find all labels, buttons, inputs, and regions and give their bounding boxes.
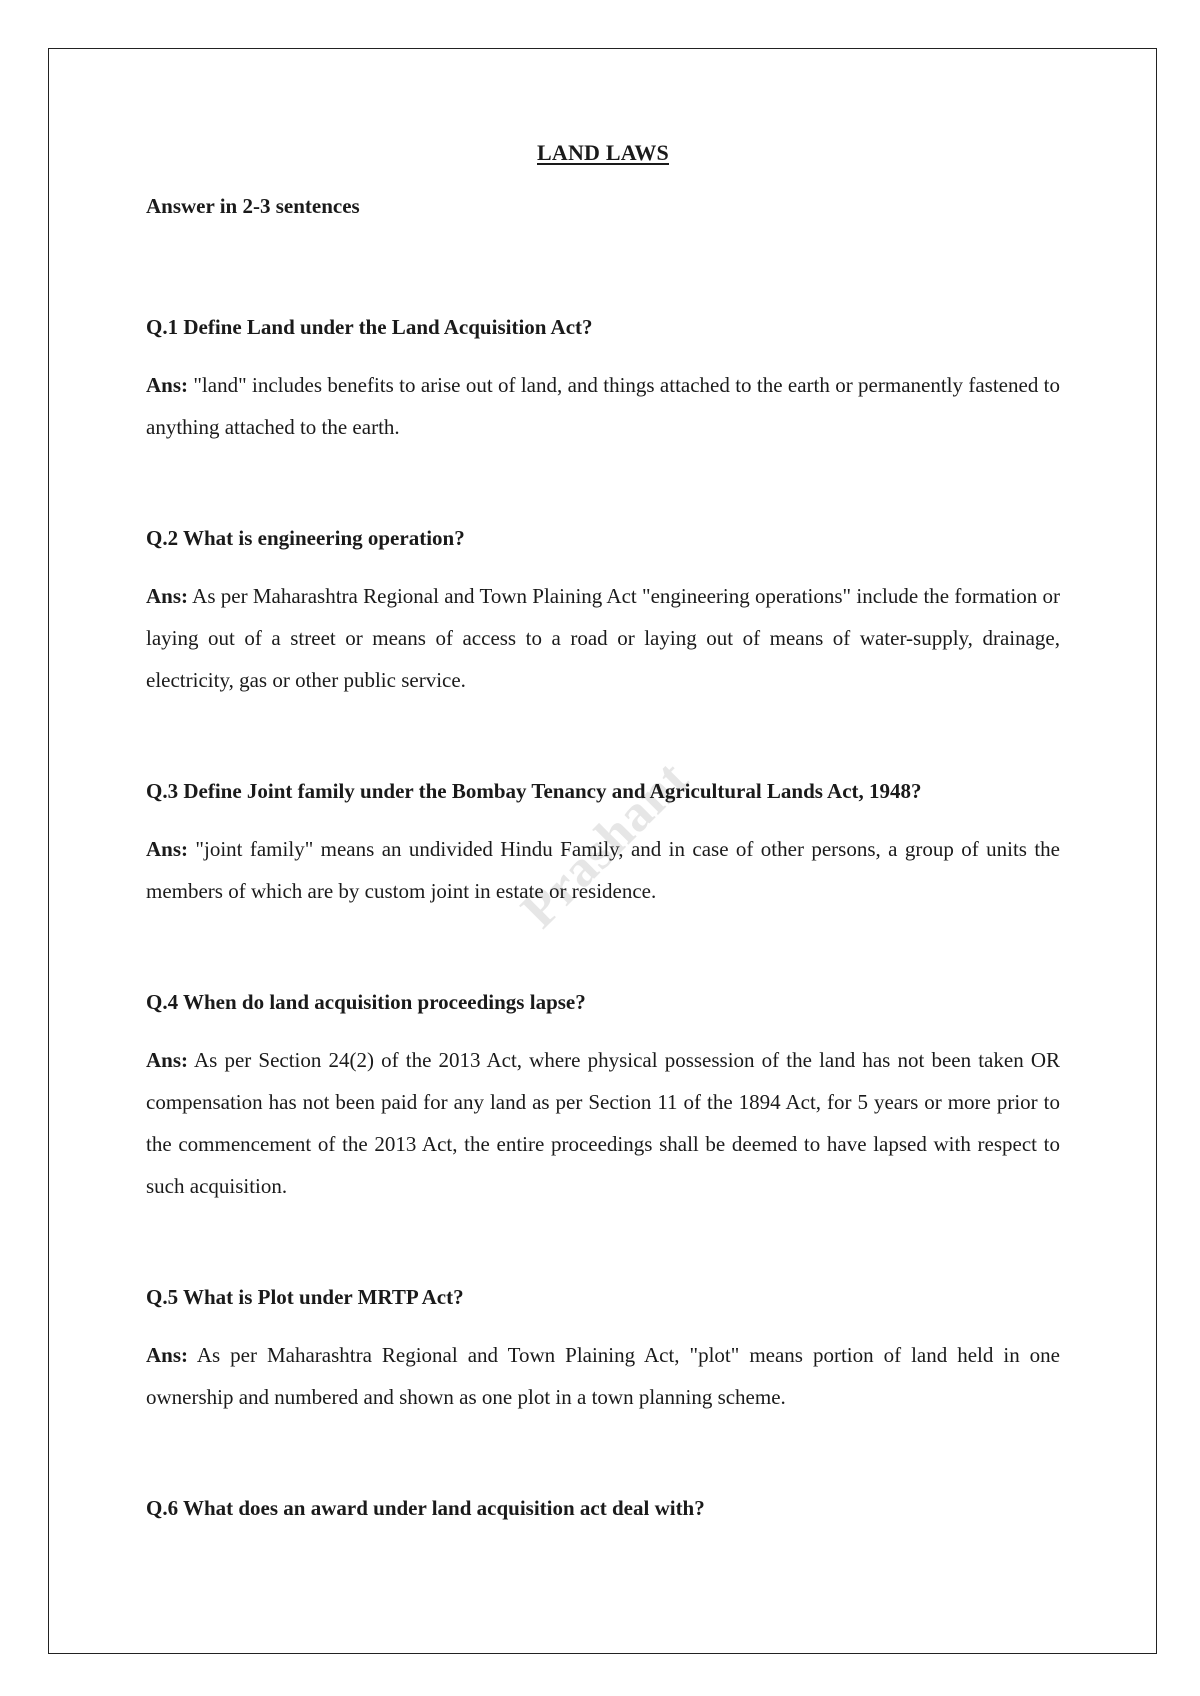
qa-item-4: [146, 990, 1060, 1207]
instruction-text: Answer in 2-3 sentences: [146, 194, 360, 218]
question-3: Q.3 Define Joint family under the Bombay Tenancy and Agricultural Lands Act, 1948?: [146, 779, 922, 803]
question-4: Q.4 When do land acquisition proceedings lapse?: [146, 990, 586, 1014]
answer-label: Ans:: [146, 1343, 189, 1367]
answer-text: As per Maharashtra Regional and Town Plaining Act, "plot" means portion of land held in one ownership and numbered and shown as one plot in a town planning scheme.: [146, 1343, 1060, 1409]
answer-text: As per Maharashtra Regional and Town Plaining Act "engineering operations" include the formation or laying out of a street or means of access to a road or laying out of means of water-supply, drainage, electricity, gas or other public service.: [146, 584, 1060, 692]
question-2: Q.2 What is engineering operation?: [146, 526, 465, 550]
answer-2: [146, 575, 1060, 701]
qa-item-1: [146, 315, 1060, 448]
answer-text: As per Section 24(2) of the 2013 Act, where physical possession of the land has not been taken OR compensation has not been paid for any land as per Section 11 of the 1894 Act, for 5 years or more prior to the commencement of the 2013 Act, the entire proceedings shall be deemed to have lapsed with respect to such acquisition.: [146, 1048, 1060, 1198]
qa-item-6: [146, 1496, 1060, 1521]
answer-label: Ans:: [146, 837, 189, 861]
question-1: Q.1 Define Land under the Land Acquisition Act?: [146, 315, 593, 339]
watermark: Prashant: [510, 750, 700, 939]
answer-label: Ans:: [146, 584, 189, 608]
answer-5: [146, 1334, 1060, 1418]
answer-label: Ans:: [146, 373, 189, 397]
answer-1: [146, 364, 1060, 448]
question-6: Q.6 What does an award under land acquisition act deal with?: [146, 1496, 705, 1520]
answer-4: [146, 1039, 1060, 1207]
answer-text: "land" includes benefits to arise out of land, and things attached to the earth or permanently fastened to anything attached to the earth.: [146, 373, 1060, 439]
qa-item-3: [146, 779, 1060, 912]
qa-item-5: [146, 1285, 1060, 1418]
question-5: Q.5 What is Plot under MRTP Act?: [146, 1285, 464, 1309]
answer-label: Ans:: [146, 1048, 189, 1072]
answer-3: [146, 828, 1060, 912]
document-body: [146, 140, 1060, 1545]
qa-item-2: [146, 526, 1060, 701]
document-title: LAND LAWS: [537, 140, 669, 165]
answer-text: "joint family" means an undivided Hindu Family, and in case of other persons, a group of units the members of which are by custom joint in estate or residence.: [146, 837, 1060, 903]
